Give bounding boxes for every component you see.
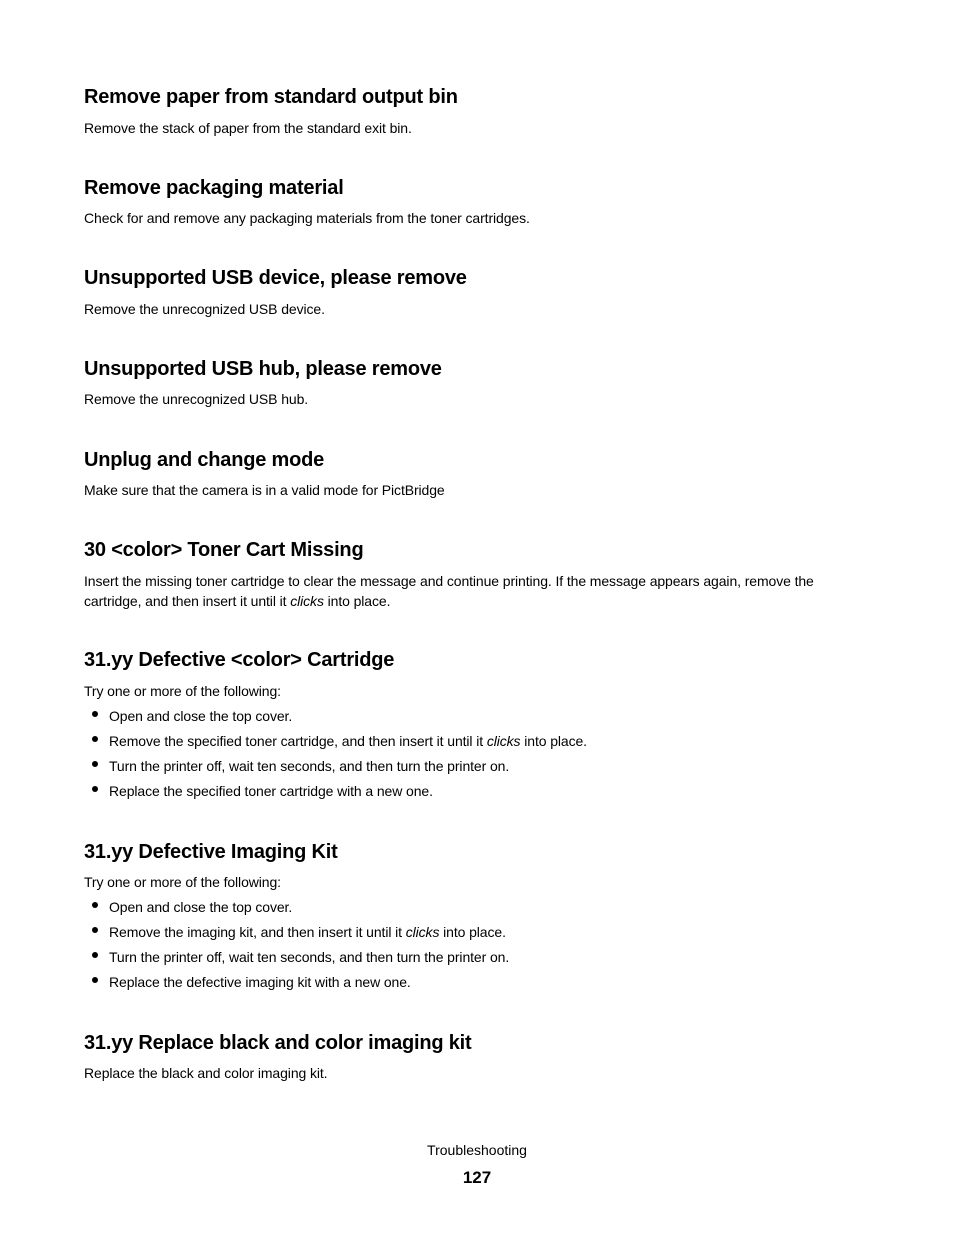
section-body: Remove the unrecognized USB hub. <box>84 391 309 407</box>
section-unsupported-usb-hub <box>84 357 874 409</box>
bullet-icon <box>92 711 98 717</box>
section-defective-color-cartridge <box>84 648 874 806</box>
list-item: Remove the imaging kit, and then insert it until it clicks into place. <box>84 922 874 947</box>
section-heading: Remove paper from standard output bin <box>84 86 458 108</box>
emphasis-text: clicks <box>486 733 521 749</box>
section-body <box>84 571 874 611</box>
list-item: Remove the specified toner cartridge, and then insert it until it clicks into place. <box>84 731 874 756</box>
list-item: Turn the printer off, wait ten seconds, and then turn the printer on. <box>84 947 874 972</box>
list-item: Replace the defective imaging kit with a new one. <box>84 972 874 997</box>
section-heading: Unsupported USB hub, please remove <box>84 358 442 380</box>
section-defective-imaging-kit <box>84 840 874 997</box>
section-remove-paper <box>84 85 874 138</box>
bullet-list <box>84 897 874 997</box>
footer-chapter-label: Troubleshooting <box>427 1142 527 1158</box>
section-heading: Unsupported USB device, please remove <box>84 267 467 289</box>
bullet-icon <box>92 927 98 933</box>
section-body: Make sure that the camera is in a valid mode for PictBridge <box>84 482 445 498</box>
list-item: Turn the printer off, wait ten seconds, and then turn the printer on. <box>84 756 874 781</box>
section-heading: Unplug and change mode <box>84 449 325 471</box>
emphasis-text: clicks <box>290 593 324 609</box>
page-number: 127 <box>462 1168 492 1187</box>
bullet-list <box>84 706 874 806</box>
section-intro: Try one or more of the following: <box>84 683 281 699</box>
section-body: Remove the stack of paper from the standard exit bin. <box>84 120 412 136</box>
bullet-icon <box>92 761 98 767</box>
bullet-icon <box>92 736 98 742</box>
bullet-icon <box>92 977 98 983</box>
section-unsupported-usb-device <box>84 266 874 319</box>
section-heading: 31.yy Defective <color> Cartridge <box>84 649 395 671</box>
bullet-icon <box>92 902 98 908</box>
body-text: Insert the missing toner cartridge to clear the message and continue printing. If the message appears again, remove the cartridge, and then insert it until it <box>84 573 814 609</box>
section-heading: 30 <color> Toner Cart Missing <box>84 539 364 561</box>
bullet-icon <box>92 786 98 792</box>
body-text: into place. <box>323 593 391 609</box>
section-toner-cart-missing <box>84 538 874 611</box>
section-heading: Remove packaging material <box>84 177 344 199</box>
section-unplug-change-mode <box>84 448 874 500</box>
section-body: Remove the unrecognized USB device. <box>84 301 325 317</box>
list-item: Open and close the top cover. <box>84 897 874 922</box>
list-item: Open and close the top cover. <box>84 706 874 731</box>
section-remove-packaging <box>84 176 874 228</box>
section-replace-imaging-kit <box>84 1031 874 1083</box>
section-heading: 31.yy Defective Imaging Kit <box>84 841 338 863</box>
emphasis-text: clicks <box>405 924 440 940</box>
section-body: Replace the black and color imaging kit. <box>84 1065 328 1081</box>
section-body: Check for and remove any packaging materials from the toner cartridges. <box>84 210 530 226</box>
section-intro: Try one or more of the following: <box>84 874 281 890</box>
bullet-icon <box>92 952 98 958</box>
section-heading: 31.yy Replace black and color imaging kit <box>84 1032 472 1054</box>
list-item: Replace the specified toner cartridge with a new one. <box>84 781 874 806</box>
